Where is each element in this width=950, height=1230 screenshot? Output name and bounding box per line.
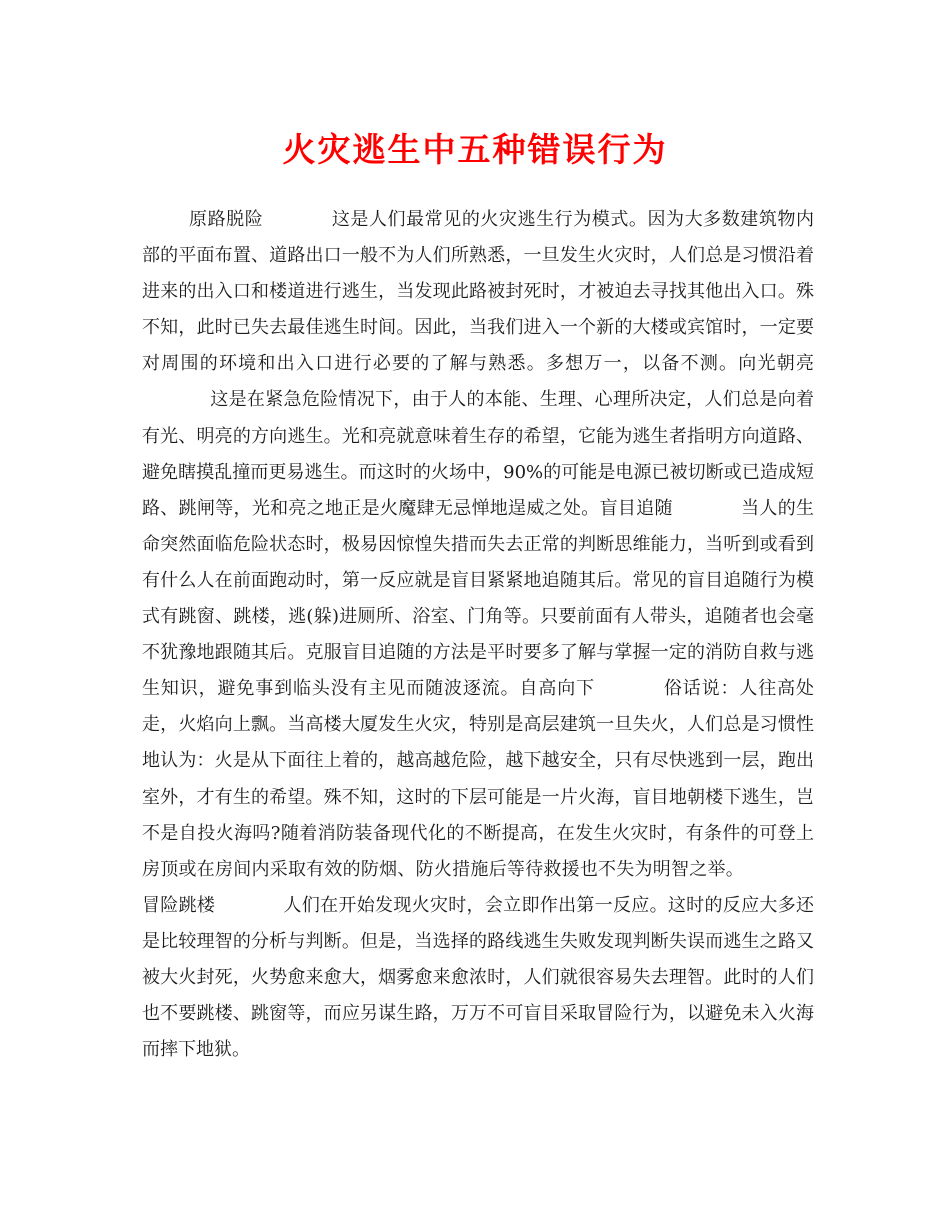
document-body [142, 202, 814, 1068]
section-heading-2: 向光朝亮 [738, 353, 815, 375]
section-text-1: 这是人们最常见的火灾逃生行为模式。因为大多数建筑物内部的平面布置、道路出口一般不为人们所熟悉，一旦发生火灾时，人们总是习惯沿着进来的出入口和楼道进行逃生，当发现此路被封死时，才被迫去寻找其他出入口。殊不知，此时已失去最佳逃生时间。因此，当我们进入一个新的大楼或宾馆时，一定要对周围的环境和出入口进行必要的了解与熟悉。多想万一，以备不测。 [142, 209, 815, 375]
section-heading-3: 盲目追随 [599, 497, 673, 519]
section-text-2: 这是在紧急危险情况下，由于人的本能、生理、心理所决定，人们总是向着有光、明亮的方向逃生。光和亮就意味着生存的希望，它能为逃生者指明方向道路、避免瞎摸乱撞而更易逃生。而这时的火场中，90%的可能是电源已被切断或已造成短路、跳闸等，光和亮之地正是火魔肆无忌惮地逞威之处。 [142, 389, 814, 519]
document-title: 火灾逃生中五种错误行为 [282, 130, 668, 169]
section-heading-5: 冒险跳楼 [142, 894, 216, 916]
section-text-3: 当人的生命突然面临危险状态时，极易因惊惶失措而失去正常的判断思维能力，当听到或看到有什么人在前面跑动时，第一反应就是盲目紧紧地追随其后。常见的盲目追随行为模式有跳窗、跳楼，逃(躲)进厕所、浴室、门角等。只要前面有人带头，追随者也会毫不犹豫地跟随其后。克服盲目追随的方法是平时要多了解与掌握一定的消防自救与逃生知识，避免事到临头没有主见而随波逐流。 [142, 497, 815, 700]
section-heading-1: 原路脱险 [189, 209, 264, 230]
section-heading-4: 自高向下 [519, 678, 595, 700]
section-text-5: 人们在开始发现火灾时，会立即作出第一反应。这时的反应大多还是比较理智的分析与判断。但是，当选择的路线逃生失败发现判断失误而逃生之路又被大火封死，火势愈来愈大，烟雾愈来愈浓时，人们就很容易失去理智。此时的人们也不要跳楼、跳窗等，而应另谋生路，万万不可盲目采取冒险行为，以避免未入火海而摔下地狱。 [142, 894, 815, 1061]
section-text-4: 俗话说：人往高处走，火焰向上飘。当高楼大厦发生火灾，特别是高层建筑一旦失火，人们总是习惯性地认为：火是从下面往上着的，越高越危险，越下越安全，只有尽快逃到一层，跑出室外，才有生的希望。殊不知，这时的下层可能是一片火海，盲目地朝楼下逃生，岂不是自投火海吗?随着消防装备现代化的不断提高，在发生火灾时，有条件的可登上房顶或在房间内采取有效的防烟、防火措施后等待救援也不失为明智之举。 [142, 678, 814, 880]
